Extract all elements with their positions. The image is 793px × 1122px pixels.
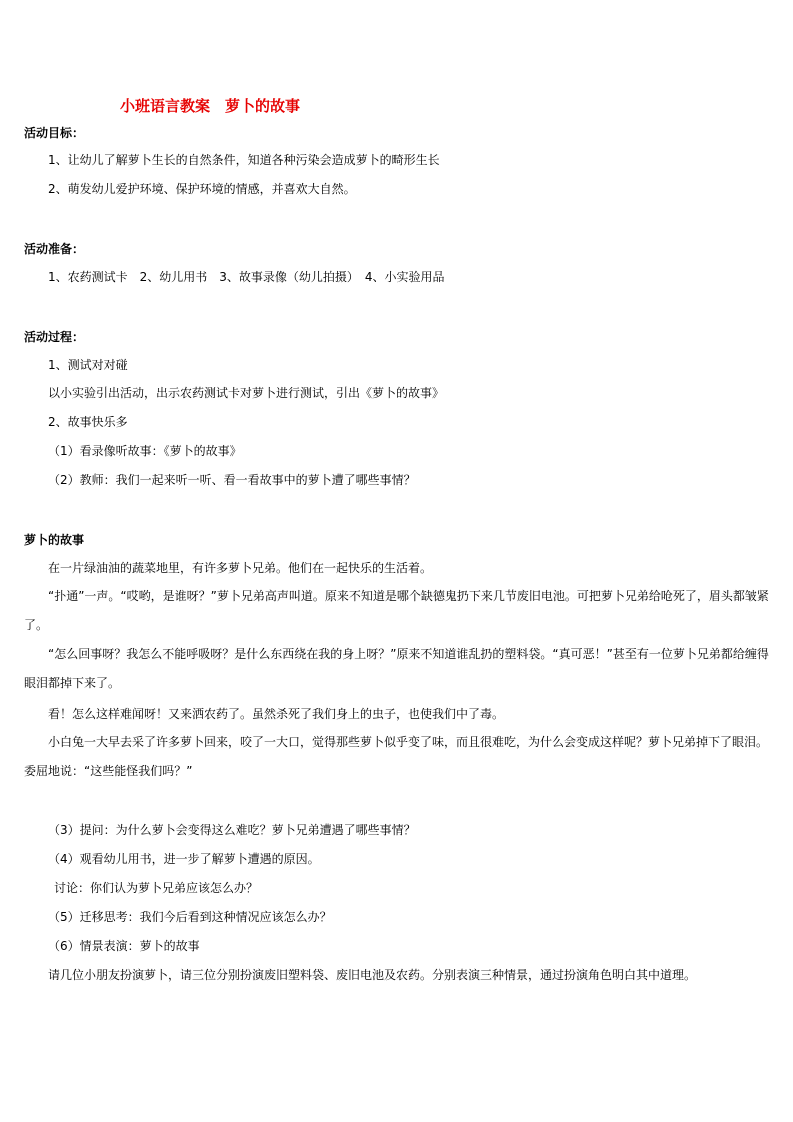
story-heading: 萝卜的故事 bbox=[24, 533, 85, 547]
document-title: 小班语言教案 萝卜的故事 bbox=[120, 97, 301, 115]
process-step: 2、故事快乐多 bbox=[48, 415, 128, 429]
goals-heading: 活动目标： bbox=[24, 126, 85, 140]
activity-step: （6）情景表演：萝卜的故事 bbox=[48, 939, 200, 953]
story-paragraph: 在一片绿油油的蔬菜地里，有许多萝卜兄弟。他们在一起快乐的生活着。 bbox=[48, 561, 433, 575]
activity-step: （4）观看幼儿用书，进一步了解萝卜遭遇的原因。 bbox=[48, 852, 320, 866]
process-step: （1）看录像听故事：《萝卜的故事》 bbox=[48, 444, 242, 458]
goal-item: 2、萌发幼儿爱护环境、保护环境的情感，并喜欢大自然。 bbox=[48, 182, 356, 196]
process-step: 以小实验引出活动，出示农药测试卡对萝卜进行测试，引出《萝卜的故事》 bbox=[48, 386, 445, 400]
prep-heading: 活动准备： bbox=[24, 242, 85, 256]
goal-item: 1、让幼儿了解萝卜生长的自然条件，知道各种污染会造成萝卜的畸形生长 bbox=[48, 153, 440, 167]
story-paragraph: 小白兔一大早去采了许多萝卜回来，咬了一大口，觉得那些萝卜似乎变了味，而且很难吃，为什么会变成这样呢？萝卜兄弟掉下了眼泪。委屈地说：“这些能怪我们吗？” bbox=[24, 735, 769, 778]
process-step: （2）教师：我们一起来听一听、看一看故事中的萝卜遭了哪些事情？ bbox=[48, 473, 416, 487]
activity-step: 讨论：你们认为萝卜兄弟应该怎么办？ bbox=[54, 881, 259, 895]
process-heading: 活动过程： bbox=[24, 330, 85, 344]
activity-step: （5）迁移思考：我们今后看到这种情况应该怎么办？ bbox=[48, 910, 332, 924]
activity-step: 请几位小朋友扮演萝卜，请三位分别扮演废旧塑料袋、废旧电池及农药。分别表演三种情景，通过扮演角色明白其中道理。 bbox=[48, 968, 697, 982]
process-step: 1、测试对对碰 bbox=[48, 358, 128, 372]
story-paragraph: 看！怎么这样难闻呀！又来洒农药了。虽然杀死了我们身上的虫子，也使我们中了毒。 bbox=[48, 707, 505, 721]
activity-step: （3）提问：为什么萝卜会变得这么难吃？萝卜兄弟遭遇了哪些事情？ bbox=[48, 823, 416, 837]
story-paragraph: “扑通”一声。“哎哟，是谁呀？”萝卜兄弟高声叫道。原来不知道是哪个缺德鬼扔下来几节废旧电池。可把萝卜兄弟给呛死了，眉头都皱紧了。 bbox=[24, 589, 769, 632]
story-paragraph: “怎么回事呀？我怎么不能呼吸呀？是什么东西绕在我的身上呀？”原来不知道谁乱扔的塑料袋。“真可恶！”甚至有一位萝卜兄弟都给缠得眼泪都掉下来了。 bbox=[24, 647, 769, 690]
prep-list: 1、农药测试卡 2、幼儿用书 3、故事录像（幼儿拍摄） 4、小实验用品 bbox=[48, 270, 445, 284]
